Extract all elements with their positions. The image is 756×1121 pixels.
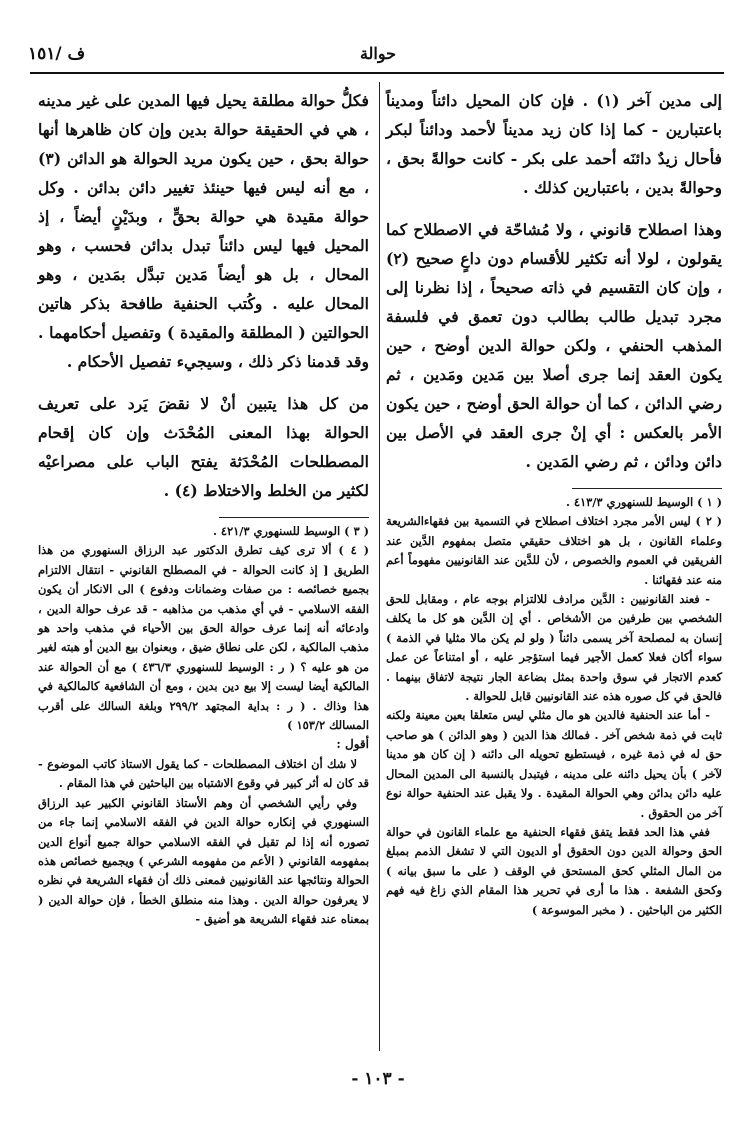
right-footnotes [386, 493, 722, 920]
footnote: ( ٤ ) ألا ترى كيف تطرق الدكتور عبد الرزاق السنهوري من هذا الطريق [ إذ كانت الحوالة - في المصطلح القانوني - انتقال الالتزام بجميع خصائصه : من صفات وضمانات ودفوع ) الى الانكار أن يكون الفقه الاسلامي - في أي مذهب من مذاهبه - قد عرف حوالة الدين ، وادعائه أنه إنما عرف حوالة الحق بين الأحياء في مذهب واحد هو مذهب المالكية ، لكن على نطاق ضيق ، وبعنوان بيع الدين أو هبته لغير من هو عليه ؟ ( ر : الوسيط للسنهوري ٤٣٦/٣ ) مع أن الحوالة عند المالكية أيضا ليست إلا بيع دين بدين ، ومع أن الشافعية كالمالكية في هذا وذاك . ( ر : بداية المجتهد ٢٩٩/٢ وبلغة السالك على أقرب المسالك ١٥٣/٢ ) [38, 543, 369, 733]
left-footnotes [38, 522, 369, 930]
column-divider [379, 82, 380, 1051]
footnote: ( ١ ) الوسيط للسنهوري ٤١٣/٣ . [565, 495, 722, 509]
footnote: وفي رأيي الشخصي أن وهم الأستاذ القانوني الكبير عبد الرزاق السنهوري في إنكاره حوالة الدين في الفقه الاسلامي إنما جاء من تصوره أنه إذا لم تقبل في الفقه الاسلامي حوالة جميع أنواع الدين بمفهومه القانوني ( الأعم من مفهومه الشرعي ) ويجميع خصائص هذه الحوالة ونتائجها عند القانونيين فمعنى ذلك أن فقهاء الشريعة في نظره لا يعرفون حوالة الدين . وهذا منه منطلق الخطأ ، فإن حوالة الدين ( بمعناه عند فقهاء الشريعة هو أضيق - [38, 795, 369, 927]
header-rule [30, 72, 724, 74]
footnote-separator [219, 517, 369, 518]
footnote: ( ٢ ) ليس الأمر مجرد اختلاف اصطلاح في التسمية بين فقهاءالشريعة وعلماء القانون ، بل هو اختلاف حقيقي متصل بمفهوم الدَّين عند الفريقين في العموم والخصوص ، لأن للدَّين عند القانونيين مفهوماً أعم منه عند فقهائنا . [386, 514, 722, 587]
footnote: - أما عند الحنفية فالدين هو مال مثلي ليس متعلقا بعين معينة ولكنه ثابت في ذمة شخص آخر . فمالك هذا الدين ( وهو الدائن ) هو صاحب حق له في ذمة غيره ، فيستطيع تحويله الى دائنه ( إن كان هو مدينا لآخر ) بأن يحيل دائنه على مدينه ، فيتبدل بالنسبة الى المدين المحال عليه دائن بدائن وهي الحوالة المقيدة . ولا يقبل عند الحنفية حوالة نوع آخر من الحقوق . [386, 708, 722, 820]
right-column [386, 86, 722, 920]
running-title: حوالة [359, 44, 397, 63]
body-paragraph: وهذا اصطلاح قانوني ، ولا مُشاحّة في الاصطلاح كما يقولون ، لولا أنه تكثير للأقسام دون داعٍ صحيح (٢) ، وإن كان التقسيم في ذاته صحيحاً ، إذا نظرنا إلى مجرد تبديل طالب بطالب دون تعمق في فلسفة المذهب الحنفي ، ولكن حوالة الدين أوضح ، حين يكون العقد إنما جرى أصلا بين مَدين ومَدين ، ثم رضي الدائن ، كما أن حوالة الحق أوضح ، حين يكون الأمر بالعكس : أي إنْ جرى العقد في الأصل بين دائن ودائن ، ثم رضي المَدين . [386, 220, 722, 471]
body-paragraph: فكلُّ حوالة مطلقة يحيل فيها المدين على غير مدينه ، هي في الحقيقة حوالة بدين وإن كان ظاهرها أنها حوالة بحق ، حين يكون مريد الحوالة هو الدائن (٣) ، مع أنه ليس فيها حينئذ تغيير دائن بدائن . وكل حوالة مقيدة هي حوالة بحقٍّ ، وبدَيْنٍ أيضاً ، إذ المحيل فيها ليس دائناً تبدل بدائن فحسب ، وهو المحال ، بل هو أيضاً مَدين تبدَّل بمَدين ، وهو المحال عليه . وكُتب الحنفية طافحة بذكر هاتين الحوالتين ( المطلقة والمقيدة ) وتفصيل أحكامهما . وقد قدمنا ذكر ذلك ، وسيجيء تفصيل الأحكام . [38, 91, 369, 371]
footnote-separator [572, 488, 722, 489]
left-column [38, 86, 369, 930]
page-reference: ف /١٥١ [28, 44, 86, 64]
footnote: - فعند القانونيين : الدَّين مرادف للالتزام بوجه عام ، ومقابل للحق الشخصي بين طرفين من الأشخاص . أي إن الدَّين هو كل ما يكلف إنسان به لمصلحة آخر يسمى دائناً ( ولو لم يكن مالا مثليا في الذمة ) سواء أكان فعلا كعمل الأجير فيما استؤجر عليه ، أو امتناعاً عن عمل كعدم الاتجار في سوق واحدة بمثل بضاعة الجار نتيجة لاتفاق بينهما . فالحق في كل صوره هذه عند القانونيين قابل للحوالة . [386, 592, 722, 704]
footnote: لا شك أن اختلاف المصطلحات - كما يقول الاستاذ كاتب الموضوع - قد كان له أثر كبير في وقوع الاشتباه بين الباحثين في هذا المقام . [38, 756, 369, 791]
body-paragraph: إلى مدين آخر (١) . فإن كان المحيل دائناً ومديناً باعتبارين - كما إذا كان زيد مديناً لأحمد ودائناً لبكر فأحال زيدٌ دائنَه أحمد على بكر - كانت حوالةً بحق ، وحوالةً بدين ، باعتبارين كذلك . [386, 91, 722, 197]
footnote: ففي هذا الحد فقط يتفق فقهاء الحنفية مع علماء القانون في حوالة الحق وحوالة الدين دون الحقوق أو الديون التي لا تشغل الذمم بمبلغ من المال المثلي كحق المستحق في الوقف ( على ما سبق بيانه ) وكحق الشفعة . هذا ما أرى في تحرير هذا المقام الذي زاغ فيه فهم الكثير من الباحثين . ( مخبر الموسوعة ) [386, 824, 722, 917]
footnote-heading: أقول : [336, 737, 369, 752]
right-column-body [386, 86, 722, 476]
page-header [28, 40, 728, 70]
footnote: ( ٣ ) الوسيط للسنهوري ٤٢١/٣ . [212, 524, 369, 538]
page-number: - ١٠٣ - [351, 1069, 405, 1089]
body-paragraph: من كل هذا يتبين أنْ لا نقضَ يَرد على تعريف الحوالة بهذا المعنى المُحْدَث وإن كان إقحام المصطلحات المُحْدَثة يفتح الباب على مصراعيْه لكثير من الخلط والاختلاط (٤) . [38, 394, 369, 500]
left-column-body [38, 86, 369, 505]
